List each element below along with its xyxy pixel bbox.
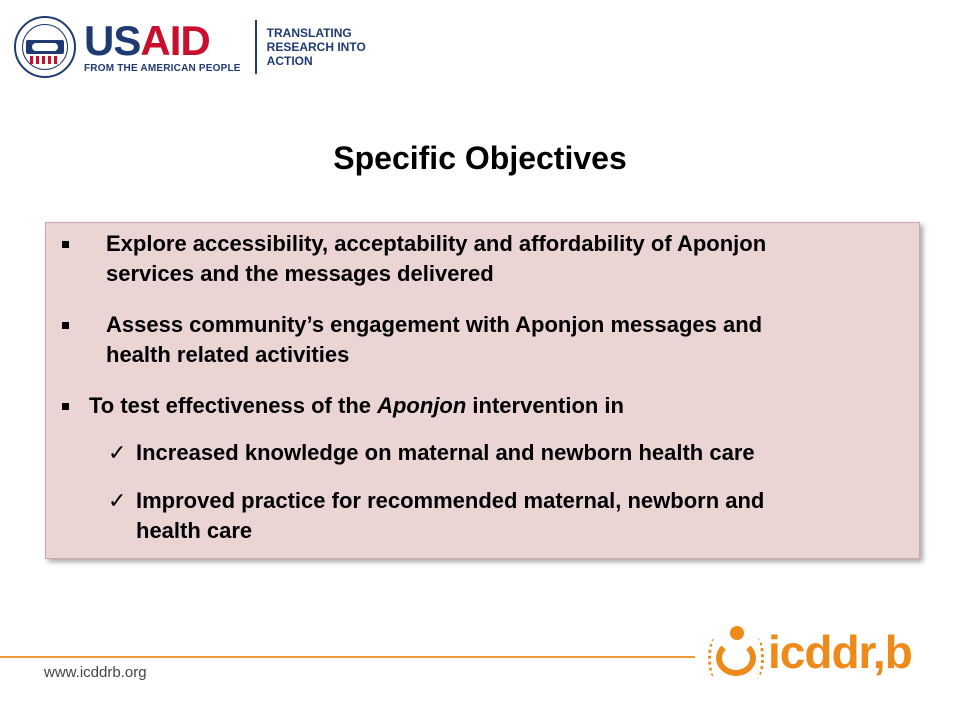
objective-2 <box>106 310 762 370</box>
tagline-line-2: RESEARCH INTO <box>266 40 366 54</box>
icddrb-logo <box>708 622 912 682</box>
sub-objective-1: Increased knowledge on maternal and newborn health care <box>136 440 755 465</box>
usaid-logo <box>14 14 366 80</box>
objective-1 <box>106 229 766 289</box>
objective-1-line-2: services and the messages delivered <box>106 261 494 286</box>
footer-divider <box>0 656 695 658</box>
square-bullet-icon <box>62 241 69 248</box>
usaid-subtitle: FROM THE AMERICAN PEOPLE <box>84 62 241 74</box>
objective-2-line-2: health related activities <box>106 342 350 367</box>
objectives-box <box>45 222 920 559</box>
icddrb-wordmark: icddr,b <box>768 626 912 678</box>
usaid-wordmark <box>84 16 241 74</box>
objective-3-italic: Aponjon <box>377 393 467 418</box>
sub-objective-2-line-1: Improved practice for recommended maternal, newborn and <box>136 488 765 513</box>
tagline-line-3: ACTION <box>266 54 313 68</box>
sub-objective-2 <box>136 486 764 546</box>
usaid-aid: AID <box>140 16 210 64</box>
square-bullet-icon <box>62 403 69 410</box>
tagline <box>267 26 366 68</box>
slide-title: Specific Objectives <box>333 140 627 176</box>
icddrb-emblem-icon <box>708 622 764 682</box>
objective-1-line-1: Explore accessibility, acceptability and affordability of Aponjon <box>106 231 767 256</box>
logo-divider <box>255 20 257 74</box>
objective-3 <box>89 391 624 421</box>
objective-3-post: intervention in <box>466 393 624 418</box>
square-bullet-icon <box>62 322 69 329</box>
footer-url[interactable]: www.icddrb.org <box>44 664 147 681</box>
objective-2-line-1: Assess community’s engagement with Aponjon messages and <box>106 312 763 337</box>
usaid-us: US <box>84 16 141 64</box>
objective-3-pre: To test effectiveness of the <box>89 393 378 418</box>
usaid-seal-icon <box>14 16 76 78</box>
tagline-line-1: TRANSLATING <box>266 26 352 40</box>
checkmark-icon: ✓ <box>108 440 127 465</box>
checkmark-icon: ✓ <box>108 488 127 513</box>
sub-objective-2-line-2: health care <box>136 518 253 543</box>
